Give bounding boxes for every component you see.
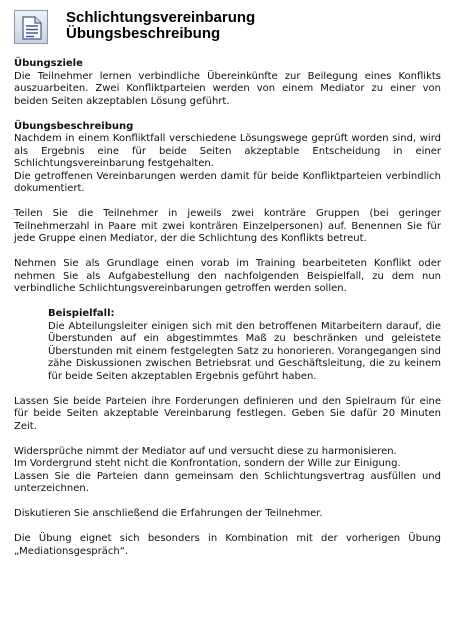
example-heading: Beispielfall:	[48, 308, 115, 319]
spacer	[14, 246, 441, 259]
title-line-1: Schlichtungsvereinbarung	[66, 9, 256, 26]
paragraph-grundlage: Nehmen Sie als Grundlage einen vorab im Training bearbeiteten Konflikt oder nehmen Sie als Aufgabestellung den nachfolgenden Beispielfall, zu dem nun verbindliche Schlichtungsvereinbarungen getroffen werden sollen.	[14, 258, 441, 294]
spacer	[14, 496, 441, 509]
spacer	[14, 383, 441, 396]
section-heading-beschreibung: Übungsbeschreibung	[14, 120, 134, 132]
title-line-2: Übungsbeschreibung	[66, 25, 221, 42]
paragraph-widerspruch-3: Lassen Sie die Parteien dann gemeinsam den Schlichtungsvertrag ausfüllen und unterzeichnen.	[14, 470, 441, 494]
paragraph-teilen: Teilen Sie die Teilnehmer in jeweils zwei konträre Gruppen (bei geringer Teilnehmerzahl in Paare mit zwei konträren Einzelpersonen) auf. Benennen Sie für jede Gruppe einen Mediator, der die Schlichtung des Konflikts betreut.	[14, 208, 441, 244]
paragraph-beschreibung-2: Die getroffenen Vereinbarungen werden damit für beide Konfliktparteien verbindlich dokumentiert.	[14, 170, 441, 194]
paragraph-widerspruch-2: Im Vordergrund steht nicht die Konfrontation, sondern der Wille zur Einigung.	[14, 458, 401, 469]
paragraph-ziele: Die Teilnehmer lernen verbindliche Übereinkünfte zur Beilegung eines Konflikts auszuarbeiten. Zwei Konfliktparteien werden von einem Mediator zu einer von beiden Seiten akzeptablen Lösung geführt.	[14, 70, 441, 107]
spacer	[14, 433, 441, 446]
spacer	[14, 296, 441, 309]
paragraph-diskutieren: Diskutieren Sie anschließend die Erfahrungen der Teilnehmer.	[14, 508, 323, 519]
document-icon	[14, 10, 48, 44]
example-text: Die Abteilungsleiter einigen sich mit den betroffenen Mitarbeitern darauf, die Überstunden auf ein abgestimmtes Maß zu beschränken und geleistete Überstunden mit einem festgelegten Satz zu honorieren. Vorangegangen sind zähe Diskussionen zwischen Betriebsrat und Geschäftsleitung, die zu keinem für beide Seiten akzeptablen Ergebnis geführt haben.	[48, 320, 441, 382]
section-heading-ziele: Übungsziele	[14, 58, 83, 69]
document-body	[14, 58, 441, 558]
spacer	[14, 196, 441, 209]
paragraph-widerspruch-1: Widersprüche nimmt der Mediator auf und versucht diese zu harmonisieren.	[14, 445, 397, 457]
paragraph-beschreibung-1: Nachdem in einem Konfliktfall verschiedene Lösungswege geprüft worden sind, wird als Ergebnis eine für beide Seiten akzeptable Entscheidung in einer Schlichtungsvereinbarung festgehalten.	[14, 133, 441, 169]
example-block	[14, 308, 441, 383]
page-title	[66, 10, 255, 42]
spacer	[14, 108, 441, 121]
paragraph-eignung: Die Übung eignet sich besonders in Kombination mit der vorherigen Übung „Mediationsgespräch“.	[14, 533, 441, 557]
paragraph-lassen: Lassen Sie beide Parteien ihre Forderungen definieren und den Spielraum für eine für beide Seiten akzeptable Vereinbarung festlegen. Geben Sie dafür 20 Minuten Zeit.	[14, 395, 441, 432]
spacer	[14, 521, 441, 534]
document-header	[14, 10, 444, 48]
